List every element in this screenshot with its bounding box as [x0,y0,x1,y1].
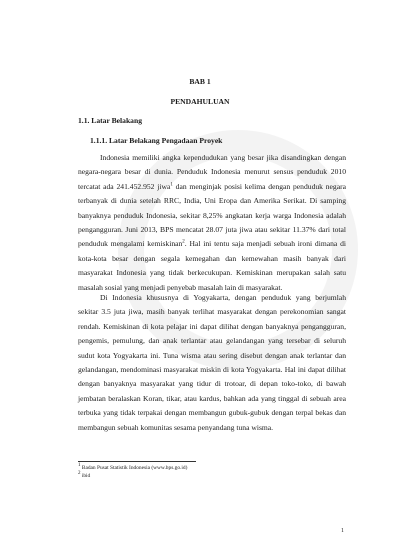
paragraph-1-part-3: . Hal ini tentu saja menjadi sebuah ironi dimana di kota-kota besar dengan segala kemegahan dan kemewahan masih banyak dari masyarakat Indonesia yang tidak berkecukupan. Kemiskinan merupakan salah satu masalah sosial yang menjadi penyebab masalah lain di masyarakat. [78,239,346,292]
paragraph-1-part-1: Indonesia memiliki angka kependudukan yang besar jika disandingkan dengan negara-negara besar di dunia. Penduduk Indonesia menurut sensus penduduk 2010 tercatat ada 241.452.952 jiwa [78,153,346,191]
footnote-2 [78,472,90,480]
paragraph-2: Di Indonesia khususnya di Yogyakarta, dengan penduduk yang berjumlah sekitar 3.5 juta jiwa, masih banyak terlihat masyarakat dengan perekonomian sangat rendah. Kemiskinan di kota pelajar ini dapat dilihat dengan banyaknya pengangguran, pengemis, pemulung, dan anak terlantar atau gelandangan yang tersebar di seluruh sudut kota Yogyakarta ini. Tuna wisma atau sering disebut dengan anak terlantar dan gelandangan, mendominasi masyarakat miskin di kota Yogyakarta. Hal ini dapat dilihat dengan banyaknya masyarakat yang tidur di trotoar, di depan toko-toko, di bawah jembatan beralaskan Koran, tikar, atau kardus, bahkan ada yang tinggal di sebuah area terbuka yang tidak terpakai dengan membangun gubuk-gubuk dengan terpal bekas dan membangun sebuah komunitas sesama penyandang tuna wisma. [78,293,346,432]
paragraph-1 [78,151,346,295]
paragraph-1-part-2: dan menginjak posisi kelima dengan penduduk negara terbanyak di dunia setelah RRC, India, Uni Eropa dan Amerika Serikat. Di samping banyaknya penduduk Indonesia, sekitar 8,25% angkatan kerja warga Indonesia adalah pengangguran. Juni 2013, BPS mencatat 28.07 juta jiwa atau sekitar 11.37% dari total penduduk mengalami kemiskinan [78,181,346,249]
footnote-2-mark: 2 [78,471,81,477]
page-number: 1 [341,528,344,534]
subsection-heading: 1.1.1. Latar Belakang Pengadaan Proyek [90,136,223,145]
chapter-title: PENDAHULUAN [170,97,230,106]
footnote-1-text: Badan Pusat Statistik Indonesia (www.bps.go.id) [81,465,188,471]
footnote-separator [78,461,196,462]
section-heading: 1.1. Latar Belakang [78,116,142,125]
footnote-2-text: ibid [81,473,91,479]
footnote-1-mark: 1 [78,463,81,469]
footnote-1 [78,464,187,472]
chapter-label: BAB 1 [189,77,211,86]
footnote-ref-1: 1 [170,182,173,188]
footnote-ref-2: 2 [182,239,185,245]
